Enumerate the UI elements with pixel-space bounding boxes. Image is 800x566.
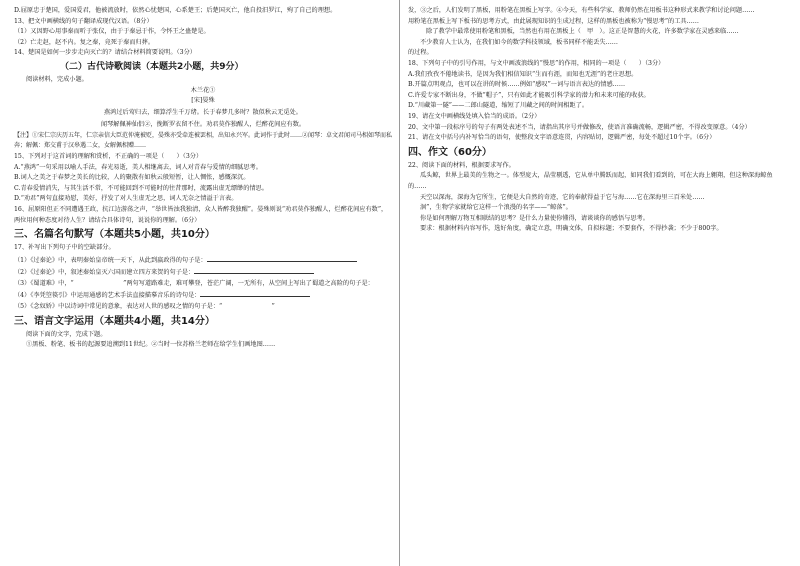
passage-line-1: 发，③之后，人们发明了黑板，用粉笔在黑板上写字。④今天，有些科学家、教师仍然在用板书这种形式来教学和讨论问题…… xyxy=(408,7,755,14)
q15-option-b: B.词人之美之于春梦之美长的比较，人的聚散有如秋云般短暂，让人惆怅，感慨深沉。 xyxy=(14,174,250,182)
poem-author: [宋]晏殊 xyxy=(191,97,215,105)
essay-requirements: 要求：根据材料内容写作，选好角度，确定立意，明确文体，自拟标题；不要套作，不得抄袭；不少于800字。 xyxy=(420,225,723,233)
left-column xyxy=(14,6,392,351)
poem-note: 【注】①宋仁宗庆历五年，仁宗亲信大臣范仲淹被贬，晏殊亦受牵连被罢相，出知永兴军。此词作于此时……②闻琴：卓文君闻司马相如琴而私奔；解佩：郑交甫于汉皋遇二女，女解佩相赠…… xyxy=(14,131,393,150)
passage-line-3: 除了教学中最常使用粉笔和黑板，当然也有用在黑板上（ 甲 ）。这正是智慧的火花，许多数学家在灵感来临…… xyxy=(420,28,739,36)
q13-item-1: （1）又因野心用事秦而听于张仪，由于于秦忌于作，令怀王之蛊楚是。 xyxy=(14,28,210,36)
poem-line-2: 闻琴解佩神仙侣②，挽断罗衣留不住。劝君莫作独醒人，烂醉花间应有数。 xyxy=(100,120,306,128)
q17-item-1: （1）《过秦论》中，表明秦始皇帝统一天下，从此到嬴政得的句子是： xyxy=(14,254,392,267)
q15-prompt: 15、下列对于这首词的理解和赏析，不正确的一项是（ ）（3分） xyxy=(14,152,203,160)
q18-option-b: B.开篇点明观点，也可以在讲的时候……例如“感叹”一词与语言表达的情感…… xyxy=(408,81,626,89)
column-divider xyxy=(399,0,400,566)
q19-prompt: 19、请在文中画横线处填入恰当的成语。（2分） xyxy=(408,112,541,120)
q18-option-c: C.许爱专家不断出身，不做“帽子”，只有如此才能吸引科学家的潜力和未来可能的收获。 xyxy=(408,91,650,99)
passage-line-4: 不少教育人士认为，在我们如今的数学科技领域，板书同样不能丢失…… xyxy=(420,38,618,46)
right-column xyxy=(408,6,786,235)
poem-title: 木兰花① xyxy=(190,86,216,94)
poem-intro: 阅读材料，完成小题。 xyxy=(26,75,88,83)
q15-option-c: C.青春爱情消失，与其生活不常，不可能回到不可能时的往昔那时，流露出虚无缥缈的情思。 xyxy=(14,184,268,192)
essay-para-3: 洄”，生物学家就给它这样一个浪漫的名字——“鲸落”。 xyxy=(420,204,572,212)
q17-item-3: （3）《蜀道难》中，“ ”两句写道路难走，难可攀登，苍茫广阔，一无所有，从空间上写出了蜀道之高险的句子是： xyxy=(14,279,374,287)
q13-item-2: （2）亡走赵，赵不内。复之秦，竟死于秦而归葬。 xyxy=(14,38,155,46)
q12-option-d: D.屈原忠于楚国，爱国爱君，他被流放时，依然心忧楚国，心系楚王；后楚国灭亡，他自投汨罗江，殉了自己的理想。 xyxy=(14,7,337,14)
q14-prompt: 14、楚国是如何一步步走向灭亡的？请结合材料简要说明。（3分） xyxy=(14,49,196,57)
q18-option-d: D.“川藏第一隧”——二郎山隧道，缩短了川藏之间的时间相距了。 xyxy=(408,102,589,110)
q17-item-5: （5）《念奴娇》中以诗词中常见的意象，表达对人世的感叹之情的句子是：“ ” xyxy=(14,303,275,311)
section-poetry-title: （二）古代诗歌阅读（本题共2小题，共9分） xyxy=(60,61,244,72)
q13-prompt: 13、把文中画横线的句子翻译成现代汉语。（8分） xyxy=(14,17,153,25)
essay-para-4: 你是如何理解万物互相联结的思考？是什么力量使你懂得，请谈谈你的感悟与思考。 xyxy=(420,214,649,222)
q20-prompt: 20、文中第一段标序号的句子有两处表述不当，请指出其序号并做修改，使语言准确流畅，逻辑严密，不得改变原意。（4分） xyxy=(408,123,751,131)
passage-line-2: 用粉笔在黑板上写下板书的思考方式，由此展现知识的生成过程，这样的黑板也被称为“慢思考”的工具…… xyxy=(408,17,699,25)
passage-line-5: 的过程。 xyxy=(408,49,433,57)
q22-prompt: 22、阅读下面的材料，根据要求写作。 xyxy=(408,161,515,169)
q17-item-2: （2）《过秦论》中，叙述秦始皇灭六国而建立四方来贺的句子是： xyxy=(14,266,392,279)
essay-para-2: 天空以深海，深海为它所生，它便是大自然的奇迹，它的奉献得益于它与海……它在深海里三百米处…… xyxy=(420,193,705,201)
q17-prompt: 17、补写出下列句子中的空缺部分。 xyxy=(14,244,115,252)
q21-prompt: 21、请在文中括号内补写恰当的语句，使整段文字语意连贯，内容贴切，逻辑严密，每处不超过10个字。（6分） xyxy=(408,134,716,142)
q15-option-d: D.“劝君”两句直接劝慰，美好，抒发了对人生虚无之思，词人无奈之情溢于言表。 xyxy=(14,195,238,203)
section-language-title: 三、语言文字运用（本题共4小题，共14分） xyxy=(14,315,215,327)
poem-line-1: 燕鸿过后莺归去，细算浮生千万绪。长于春梦几多时？散似秋云无觅处。 xyxy=(104,108,302,116)
q16-prompt: 16、屈原阳但正不同遭遇王政，抗江边游荡之声，“举世皆浊我独清，众人皆醉我独醒”。晏殊则说“劝君莫作独醒人，烂醉花间应有数”，两位用何种态度对待人生？请结合具体诗句，说说你的理解。（6分） xyxy=(14,205,388,224)
language-text: ①黑板、粉笔、板书的起源要追溯到11世纪。②当时一位苏格兰老师在给学生们画地图…… xyxy=(26,341,276,349)
q18-option-a: A.我们孜孜不倦地读书，是因为我们相信知识“生而有涯，而知也无涯”的老庄思想。 xyxy=(408,70,638,78)
q17-item-4: （4）《李凭箜篌引》中运用通感的艺术手法直接描摹音乐的诗句是： xyxy=(14,289,392,302)
q15-option-a: A.“燕鸿”一句采用以喻人手法，春光易逝，美人相继离去，词人对青春与爱情的细腻思考。 xyxy=(14,163,262,171)
q18-prompt: 18、下列句子中的引号作用，与文中画波浪线的“慢思”的作用，相同的一项是（ ）（3分） xyxy=(408,59,665,67)
language-intro: 阅读下面的文字，完成下题。 xyxy=(26,330,107,338)
essay-para-1: 瓜头鲸，世界上最美的生物之一。体型庞大，晶莹剔透，它从单中腾跃而起，如同我们看到的，可在大海上翱翔，但这种深海鲸鱼的…… xyxy=(408,172,773,190)
section3-title: 三、名篇名句默写（本题共5小题，共10分） xyxy=(14,229,215,241)
section4-title: 四、作文（60分） xyxy=(408,146,492,158)
